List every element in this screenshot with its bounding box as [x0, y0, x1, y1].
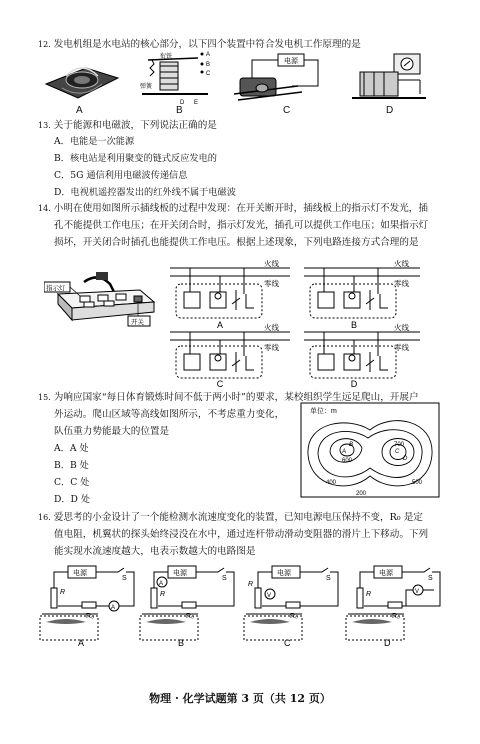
q12-label-c: C — [283, 105, 291, 116]
q14-photo-switch-label: 开关 — [131, 319, 144, 326]
q12-figure-c — [232, 52, 324, 104]
q12-label-d: D — [386, 105, 394, 116]
q14-b-neutral: 零线 — [394, 279, 409, 288]
q16-a-meter: A — [111, 605, 116, 611]
q15-option-a: A．A 处 — [54, 443, 89, 454]
q16-b-r: R — [160, 591, 166, 598]
q13-stem — [38, 119, 217, 132]
q14-number: 14. — [38, 204, 51, 213]
q16-label-d: D — [384, 638, 391, 648]
q14-text-1: 小明在使用如图所示插线板的过程中发现：在开关断开时，插线板上的指示灯不发光，插 — [53, 203, 428, 214]
q16-c-source: 电源 — [277, 570, 291, 577]
q14-power-strip-photo — [44, 272, 158, 328]
q12-c-source: 电源 — [284, 58, 298, 65]
q15-contour-map — [300, 402, 440, 498]
q16-circuit-diagrams — [38, 562, 446, 650]
q14-c-live: 火线 — [264, 323, 279, 332]
q16-line-1 — [38, 511, 423, 524]
q15-contour-700: 700 — [394, 442, 405, 448]
q12-b-d: D — [180, 100, 185, 106]
q16-a-switch: S — [122, 575, 127, 582]
q12-b-a: A — [206, 52, 211, 58]
q13-stem-text: 关于能源和电磁波，下列说法正确的是 — [53, 120, 217, 131]
q12-b-b: B — [206, 62, 211, 68]
q13-option-d: D．电视机遥控器发出的红外线不属于电磁波 — [54, 187, 236, 198]
q15-line-2: 外运动。爬山区域等高线如图所示，不考虑重力变化， — [54, 409, 285, 420]
q14-label-a: A — [216, 320, 224, 330]
q12-figure-b — [138, 50, 218, 106]
q16-line-2: 值电阻，机翼状的探头始终浸没在水中，通过连杆带动滑动变阻器的滑片上下移动。下列 — [54, 529, 429, 540]
q16-label-b: B — [178, 638, 185, 648]
q14-photo-indicator-label: 指示灯 — [46, 285, 66, 292]
q15-contour-500: 500 — [412, 480, 423, 486]
q16-a-source: 电源 — [73, 570, 87, 577]
q14-label-b: B — [350, 320, 358, 330]
q14-d-live: 火线 — [394, 323, 409, 332]
q16-d-r0: R₀ — [392, 613, 400, 620]
q16-text-1: 爱思考的小金设计了一个能检测水流速度变化的装置，已知电源电压保持不变，R₀ 是定 — [53, 512, 423, 523]
q16-c-switch: S — [326, 575, 331, 582]
q12-number: 12. — [38, 40, 51, 49]
q16-label-c: C — [284, 638, 291, 648]
q16-c-r0: R₀ — [290, 613, 298, 620]
q12-label-b: B — [176, 105, 183, 116]
q14-circuit-diagrams — [160, 260, 426, 388]
q15-text-1: 为响应国家“每日体育锻炼时间不低于两小时”的要求，某校组织学生远足爬山，开展户 — [53, 392, 419, 403]
q15-contour-400: 400 — [326, 480, 337, 486]
q16-line-3: 能实现水流速度越大，电表示数越大的电路图是 — [54, 546, 256, 557]
q14-d-neutral: 零线 — [394, 343, 409, 352]
q15-point-a: A — [342, 449, 347, 455]
q15-option-d: D．D 处 — [54, 494, 91, 505]
q14-a-neutral: 零线 — [264, 279, 279, 288]
q16-d-r: R — [366, 591, 372, 598]
q12-b-armature: 衔铁 — [160, 54, 173, 60]
q12-figure-a — [42, 54, 122, 102]
q12-label-a: A — [76, 105, 83, 116]
q14-label-c: C — [216, 379, 224, 388]
q16-b-meter: A — [159, 581, 164, 587]
q16-c-meter: V — [267, 593, 272, 599]
q16-label-a: A — [78, 638, 85, 648]
q13-option-b: B．核电站是利用聚变的链式反应发电的 — [54, 153, 217, 164]
q16-d-switch: S — [428, 575, 433, 582]
q14-label-d: D — [350, 379, 358, 388]
q15-point-b: B — [349, 442, 354, 448]
q14-line-1 — [38, 202, 428, 215]
q14-line-2: 孔不能提供工作电压；在开关闭合时，指示灯发光，插孔可以提供工作电压；如果指示灯 — [54, 220, 429, 231]
q16-b-switch: S — [222, 575, 227, 582]
q14-line-3: 损坏，开关闭合时插孔也能提供工作电压。根据上述现象，下列电路连接方式合理的是 — [54, 237, 419, 248]
q13-number: 13. — [38, 121, 51, 130]
q16-figure-d — [346, 566, 440, 640]
q15-number: 15. — [38, 393, 51, 402]
q15-point-d: D — [403, 456, 408, 462]
q12-b-c: C — [206, 71, 211, 77]
q12-stem-text: 发电机组是水电站的核心部分，以下四个装置中符合发电机工作原理的是 — [53, 39, 361, 50]
q14-b-live: 火线 — [394, 260, 409, 268]
q16-d-meter: V — [415, 589, 420, 595]
q16-c-r: R — [248, 581, 254, 588]
q16-d-source: 电源 — [379, 570, 393, 577]
q16-figure-b — [140, 566, 234, 640]
q15-contour-600: 600 — [342, 458, 353, 464]
q16-b-r0: R₀ — [186, 613, 194, 620]
q15-point-c: C — [395, 449, 400, 455]
q16-number: 16. — [38, 513, 51, 522]
q15-option-b: B．B 处 — [54, 460, 89, 471]
q15-contour-200: 200 — [356, 491, 367, 497]
q16-a-r: R — [60, 589, 66, 596]
q15-option-c: C．C 处 — [54, 477, 90, 488]
q16-b-source: 电源 — [173, 570, 187, 577]
q16-figure-a — [40, 566, 134, 640]
q12-figure-d — [350, 50, 432, 106]
page-footer: 物理 · 化学试题第 3 页（共 12 页） — [149, 692, 331, 705]
q13-option-c: C．5G 通信利用电磁波传递信息 — [54, 170, 188, 181]
q15-map-unit: 单位：m — [310, 408, 337, 415]
q16-figure-c — [244, 566, 338, 640]
q14-c-neutral: 零线 — [264, 343, 279, 352]
q12-b-spring: 弹簧 — [140, 84, 153, 90]
q16-a-r0: R₀ — [86, 613, 94, 620]
q13-option-a: A．电能是一次能源 — [54, 136, 135, 147]
q14-a-live: 火线 — [264, 260, 279, 268]
q12-b-e: E — [194, 100, 199, 106]
q15-line-3: 队伍重力势能最大的位置是 — [54, 426, 170, 437]
